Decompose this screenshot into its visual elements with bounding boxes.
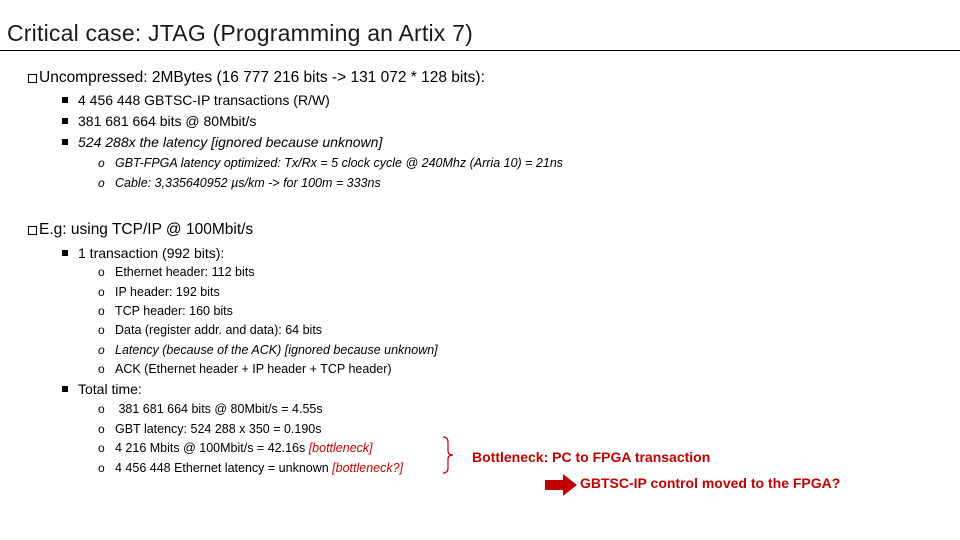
total-item-text: 4 456 448 Ethernet latency = unknown	[115, 461, 333, 475]
total-label: Total time:	[78, 381, 142, 397]
square-bullet-icon	[62, 97, 68, 103]
total-item	[98, 422, 322, 436]
section2-heading: E.g: using TCP/IP @ 100Mbit/s	[39, 221, 254, 238]
slide-title: Critical case: JTAG (Programming an Artix 7)	[7, 20, 473, 46]
circle-bullet-icon: o	[98, 422, 105, 436]
circle-bullet-icon: o	[98, 441, 105, 455]
total-item	[98, 441, 373, 455]
section1-subitem-text: GBT-FPGA latency optimized: Tx/Rx = 5 clock cycle @ 240Mhz (Arria 10) = 21ns	[115, 156, 564, 170]
section1-item-text: 524 288x the latency [ignored because unknown]	[78, 134, 383, 150]
circle-bullet-icon: o	[98, 461, 105, 475]
section1-item	[62, 92, 330, 108]
section1-item-text: 381 681 664 bits @ 80Mbit/s	[78, 113, 257, 129]
section2-heading-row	[28, 221, 253, 239]
title-underline	[0, 50, 960, 51]
circle-bullet-icon: o	[98, 343, 105, 357]
transaction-item-text: Data (register addr. and data): 64 bits	[115, 323, 323, 337]
transaction-label-row	[62, 245, 224, 261]
transaction-item	[98, 285, 220, 299]
section1-item	[62, 113, 256, 129]
transaction-item-text: ACK (Ethernet header + IP header + TCP header)	[115, 362, 392, 376]
section1-heading: Uncompressed: 2MBytes (16 777 216 bits -> 131 072 * 128 bits):	[39, 69, 485, 86]
section1-heading-row	[28, 69, 485, 87]
section1-subitem-text: Cable: 3,335640952 µs/km -> for 100m = 333ns	[115, 176, 381, 190]
right-arrow-icon	[545, 474, 577, 496]
circle-bullet-icon: o	[98, 176, 105, 190]
checkbox-bullet-icon	[28, 74, 37, 83]
section1-item	[62, 134, 382, 150]
bottleneck-flag: [bottleneck]	[308, 441, 373, 455]
transaction-item-text: IP header: 192 bits	[115, 285, 220, 299]
transaction-item	[98, 304, 233, 318]
circle-bullet-icon: o	[98, 265, 105, 279]
transaction-item-text: Latency (because of the ACK) [ignored because unknown]	[115, 343, 438, 357]
bottleneck-flag: [bottleneck?]	[332, 461, 404, 475]
bottleneck-callout: Bottleneck: PC to FPGA transaction	[472, 449, 711, 465]
section1-subitem	[98, 156, 563, 170]
total-item-text: 4 216 Mbits @ 100Mbit/s = 42.16s	[115, 441, 309, 455]
fpga-move-callout: GBTSC-IP control moved to the FPGA?	[580, 475, 841, 491]
total-item-text: 381 681 664 bits @ 80Mbit/s = 4.55s	[115, 402, 323, 416]
transaction-item	[98, 343, 438, 357]
circle-bullet-icon: o	[98, 402, 105, 416]
transaction-item-text: Ethernet header: 112 bits	[115, 265, 255, 279]
circle-bullet-icon: o	[98, 285, 105, 299]
section1-subitem	[98, 176, 381, 190]
square-bullet-icon	[62, 139, 68, 145]
checkbox-bullet-icon	[28, 226, 37, 235]
section1-item-text: 4 456 448 GBTSC-IP transactions (R/W)	[78, 92, 330, 108]
transaction-label: 1 transaction (992 bits):	[78, 245, 225, 261]
square-bullet-icon	[62, 386, 68, 392]
square-bullet-icon	[62, 250, 68, 256]
total-item	[98, 461, 403, 475]
transaction-item	[98, 323, 322, 337]
transaction-item	[98, 362, 392, 376]
circle-bullet-icon: o	[98, 362, 105, 376]
transaction-item	[98, 265, 254, 279]
square-bullet-icon	[62, 118, 68, 124]
circle-bullet-icon: o	[98, 323, 105, 337]
transaction-item-text: TCP header: 160 bits	[115, 304, 233, 318]
total-label-row	[62, 381, 142, 397]
circle-bullet-icon: o	[98, 156, 105, 170]
right-brace-icon	[442, 436, 454, 474]
total-item-text: GBT latency: 524 288 x 350 = 0.190s	[115, 422, 322, 436]
circle-bullet-icon: o	[98, 304, 105, 318]
total-item	[98, 402, 323, 416]
